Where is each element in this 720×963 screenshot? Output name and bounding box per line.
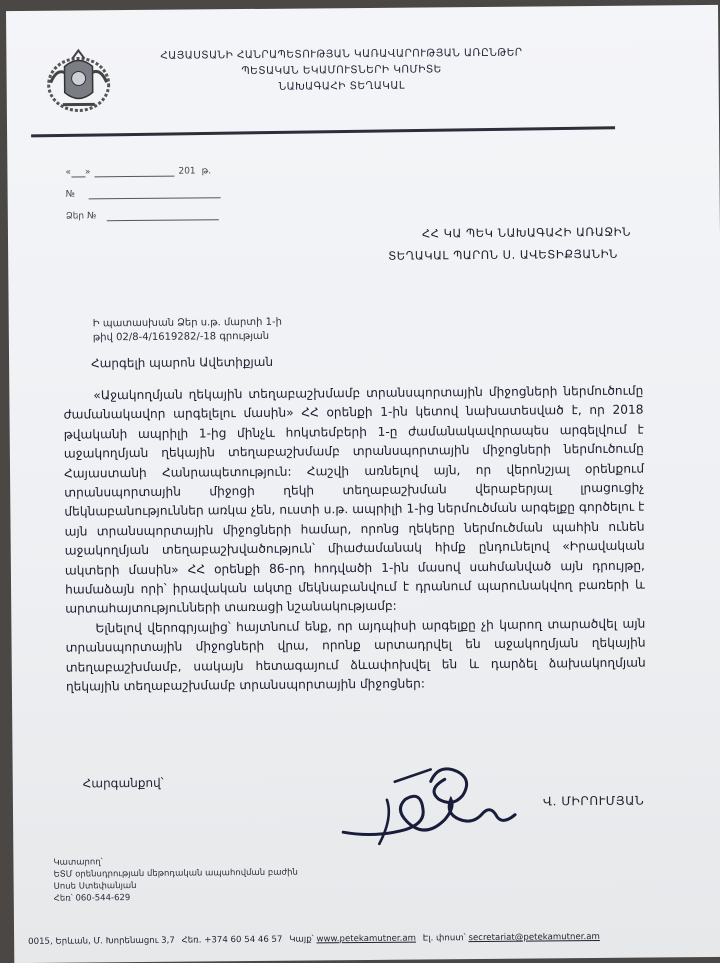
date-field: « » 201 թ. xyxy=(65,166,212,178)
salutation: Հարգելի պարոն Ավետիքյան xyxy=(91,354,274,371)
in-reply-line-2: թիվ 02/8-4/1619282/-18 գրության xyxy=(92,330,270,344)
letter-sheet xyxy=(6,5,720,963)
number-label: № xyxy=(65,189,76,200)
footer-email-label: Էլ. փոստ՝ xyxy=(422,933,466,944)
header-line-1: ՀԱՅԱՍՏԱՆԻ ՀԱՆՐԱՊԵՏՈՒԹՅԱՆ ԿԱՌԱՎԱՐՈՒԹՅԱՆ ԱՌԸՆԹԵՐ xyxy=(160,46,523,62)
executor-department: ԵՏՄ օրենսդրության մեթոդական ապահովման բաժին xyxy=(53,867,298,880)
closing-phrase: Հարգանքով՝ xyxy=(82,775,164,791)
footer-site-link[interactable]: www.petekamutner.am xyxy=(316,933,417,945)
header-divider xyxy=(31,126,615,137)
executor-block xyxy=(53,855,298,905)
issuer-header xyxy=(126,44,556,96)
footer-site-label: Կայք՝ xyxy=(289,934,314,945)
header-line-2: ՊԵՏԱԿԱՆ ԵԿԱՄՈՒՏՆԵՐԻ ԿՈՄԻՏԵ xyxy=(241,63,442,78)
footer-phone: Հեռ. +374 60 54 46 57 xyxy=(181,934,283,946)
signer-name: Վ. ՄԻՐՈՒՄՅԱՆ xyxy=(542,793,645,809)
date-suffix: թ. xyxy=(201,166,212,177)
body-paragraph-2: Ելնելով վերոգրյալից՝ հայտնում ենք, որ այդպիսի արգելքը չի կարող տարածվել այն տրանսպորտային միջոցների վրա, որոնք արտադրվել են աջակողմյան ղեկային տեղաբաշխմամբ, սակայն հետագայում ձևափոխվել են և դարձել ձախակողմյան ղեկային տեղաբաշխմամբ տրանսպորտային միջոցներ: xyxy=(65,616,646,694)
incoming-number-field xyxy=(66,198,222,221)
executor-phone: Հեռ՝ 060-544-629 xyxy=(53,893,131,904)
reference-fields xyxy=(65,154,221,221)
header-line-3: ՆԱԽԱԳԱՀԻ ՏԵՂԱԿԱԼ xyxy=(278,79,405,93)
executor-label: Կատարող՝ xyxy=(53,857,103,868)
body-paragraph-1: «Աջակողմյան ղեկային տեղաբաշխմամբ տրանսպորտային միջոցների ներմուծումը ժամանակավոր արգելելու մասին» ՀՀ օրենքի 1-ին կետով նախատեսված է, որ 2018 թվականի ապրիլի 1-ից մինչև հոկտեմբերի 1-ը ժամանակավորապես արգելվում է աջակողմյան ղեկային տեղաբաշխմամբ տրանսպորտային միջոցների ներմուծումը Հայաստանի Հանրապետություն: Հաշվի առնելով այն, որ վերոնշյալ օրենքում տրանսպորտային միջոցի ղեկի տեղաբաշխման վերաբերյալ լրացուցիչ մեկնաբանություններ առկա չեն, ուստի ս.թ. ապրիլի 1-ից ներմուծման արգելքը գործելու է այն տրանսպորտային միջոցների համար, որոնց ղեկերը ներմուծման պահին ունեն աջակողմյան տեղաբաշխվածություն՝ միաժամանակ հիմք ընդունելով «Իրավական ակտերի մասին» ՀՀ օրենքի 86-րդ հոդվածի 1-ին մասով սահմանված այն դրույթը, համաձայն որի՝ իրավական ակտը մեկնաբանվում է դրանում պարունակվող բառերի և արտահայտությունների տառացի նշանակությամբ: xyxy=(63,383,646,617)
coat-of-arms-icon xyxy=(42,46,115,119)
footer-address: 0015, Երևան, Մ. Խորենացու 3,7 xyxy=(28,935,175,947)
footer-email-link[interactable]: secretariat@petekamutner.am xyxy=(468,931,600,944)
incoming-label: Ձեր № xyxy=(65,211,97,222)
letterhead-footer xyxy=(28,931,718,947)
addressee-line-2: ՏԵՂԱԿԱԼ ՊԱՐՈՆ Ս. ԱՎԵՏԻՔՅԱՆԻՆ xyxy=(388,246,618,263)
executor-name: Սոսե Ստեփանյան xyxy=(53,881,137,892)
signature-image xyxy=(335,759,536,853)
letter-body xyxy=(63,382,646,698)
addressee-block xyxy=(388,220,708,267)
addressee-line-1: ՀՀ ԿԱ ՊԵԿ ՆԱԽԱԳԱՀԻ ԱՌԱՋԻՆ xyxy=(421,224,632,241)
in-reply-line-1: Ի պատասխան Ձեր ս.թ. մարտի 1-ի xyxy=(92,316,282,330)
date-year: 201 xyxy=(178,166,196,177)
outgoing-number-field xyxy=(65,176,221,199)
in-reply-reference xyxy=(93,316,282,346)
